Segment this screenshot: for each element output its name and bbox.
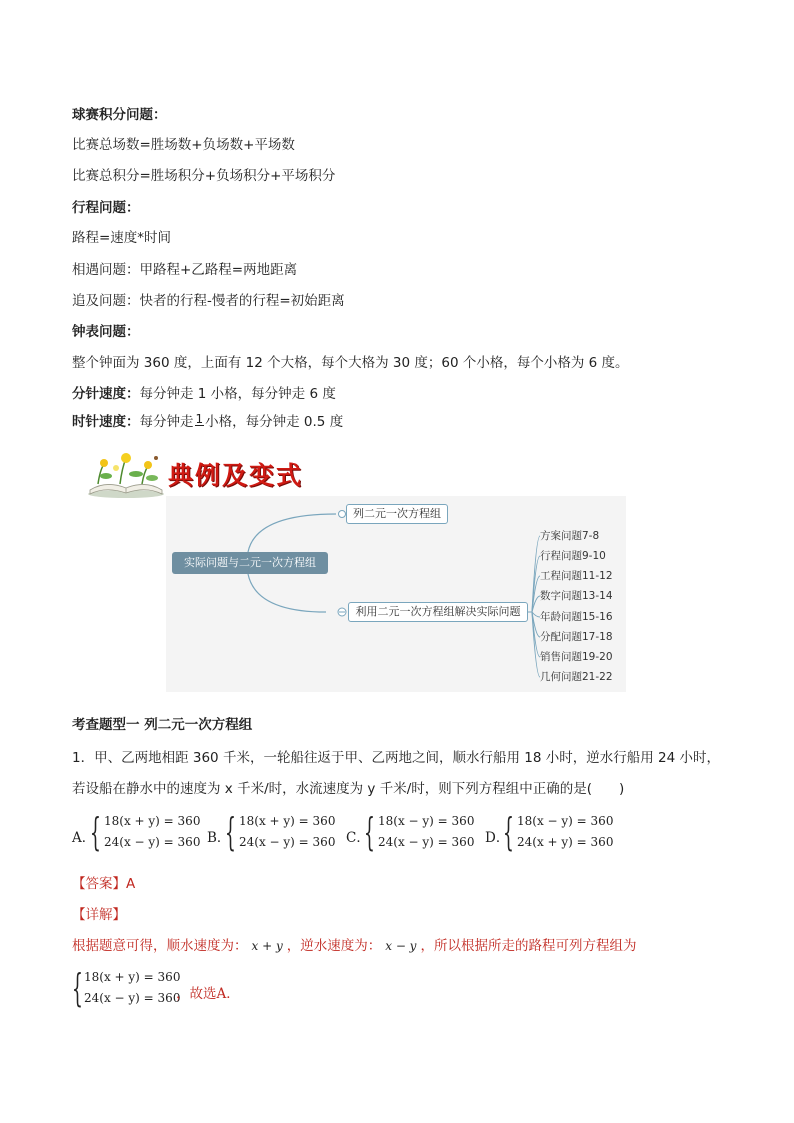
travel-line-2: 相遇问题：甲路程+乙路程=两地距离 <box>72 262 298 278</box>
ball-heading: 球赛积分问题： <box>72 107 167 123</box>
mind-map-leaf: 几何问题21-22 <box>540 671 613 683</box>
option-letter: D． <box>485 830 510 846</box>
clock-line-1: 整个钟面为 360 度，上面有 12 个大格，每个大格为 30 度；60 个小格，每个小格为 6 度。 <box>72 355 629 371</box>
mind-map-branch-1: 列二元一次方程组 <box>346 504 448 524</box>
answer-eq-1: 18(x + y) = 360 <box>84 970 181 984</box>
mind-map-leaf: 工程问题11-12 <box>540 570 613 582</box>
answer-eq-2: 24(x − y) = 360 <box>84 991 181 1005</box>
mind-map-leaf: 数字问题13-14 <box>540 590 613 602</box>
expression-2: x − y <box>385 939 417 953</box>
option-eq-1: 18(x − y) = 360 <box>378 814 475 828</box>
option-letter: B． <box>207 830 231 846</box>
answer-label: 【答案】A <box>72 876 136 892</box>
open-book-flowers-icon <box>86 450 166 498</box>
ball-line-1: 比赛总场数=胜场数+负场数+平场数 <box>72 137 295 153</box>
option-c[interactable] <box>346 812 476 852</box>
section-banner <box>86 450 326 498</box>
option-letter: C． <box>346 830 370 846</box>
travel-line-3: 追及问题：快者的行程-慢者的行程=初始距离 <box>72 293 345 309</box>
minute-speed-line <box>72 382 336 402</box>
brace-icon: { <box>364 810 375 854</box>
brace-icon: { <box>72 966 83 1010</box>
minute-speed-label: 分针速度： <box>72 386 140 402</box>
mind-map-leaf: 分配问题17-18 <box>540 631 613 643</box>
hour-speed-label: 时针速度： <box>72 414 140 430</box>
travel-heading: 行程问题： <box>72 200 140 216</box>
explanation-b: ，逆水速度为： <box>286 938 382 954</box>
brace-icon: { <box>225 810 236 854</box>
explanation-line <box>72 934 636 954</box>
question-type-heading: 考查题型一 列二元一次方程组 <box>72 717 253 733</box>
detail-label: 【详解】 <box>72 907 126 923</box>
ball-line-2: 比赛总积分=胜场积分+负场积分+平场积分 <box>72 168 336 184</box>
option-d[interactable] <box>485 812 615 852</box>
mind-map-leaf: 销售问题19-20 <box>540 651 613 663</box>
option-eq-2: 24(x − y) = 360 <box>239 835 336 849</box>
option-letter: A． <box>72 830 96 846</box>
mind-map-leaf: 方案问题7-8 <box>540 530 600 542</box>
fraction-denominator <box>195 426 205 431</box>
mind-map-leaf: 年龄问题15-16 <box>540 611 613 623</box>
clock-heading: 钟表问题： <box>72 324 140 340</box>
brace-icon: { <box>503 810 514 854</box>
mind-map-leaf: 行程问题9-10 <box>540 550 606 562</box>
minute-speed-text: 每分钟走 1 小格，每分钟走 6 度 <box>139 386 336 402</box>
fraction-numerator: 1 <box>195 411 204 426</box>
answer-system <box>72 968 272 1008</box>
explanation-c: ，所以根据所走的路程可列方程组为 <box>420 938 637 954</box>
banner-title: 典例及变式 <box>168 461 304 490</box>
mind-map <box>166 496 626 692</box>
hour-speed-text-b: 小格，每分钟走 0.5 度 <box>205 414 344 430</box>
brace-icon: { <box>90 810 101 854</box>
mind-map-root: 实际问题与二元一次方程组 <box>172 552 328 574</box>
hour-speed-line <box>72 410 343 431</box>
option-eq-2: 24(x + y) = 360 <box>517 835 614 849</box>
fraction <box>195 411 205 431</box>
option-eq-1: 18(x + y) = 360 <box>104 814 201 828</box>
option-b[interactable] <box>207 812 337 852</box>
expression-1: x + y <box>251 939 283 953</box>
option-eq-1: 18(x − y) = 360 <box>517 814 614 828</box>
option-eq-2: 24(x − y) = 360 <box>378 835 475 849</box>
hour-speed-text-a: 每分钟走 <box>139 414 194 430</box>
option-a[interactable] <box>72 812 202 852</box>
question-line-1: 1．甲、乙两地相距 360 千米，一轮船往返于甲、乙两地之间，顺水行船用 18 小时，逆水行船用 24 小时， <box>72 750 720 766</box>
option-eq-1: 18(x + y) = 360 <box>239 814 336 828</box>
travel-line-1: 路程=速度*时间 <box>72 230 172 246</box>
explanation-a: 根据题意可得，顺水速度为： <box>72 938 248 954</box>
option-eq-2: 24(x − y) = 360 <box>104 835 201 849</box>
question-line-2: 若设船在静水中的速度为 x 千米/时，水流速度为 y 千米/时，则下列方程组中正确的是( ) <box>72 781 625 797</box>
answer-conclusion: ，故选A． <box>176 986 240 1002</box>
mind-map-branch-2: 利用二元一次方程组解决实际问题 <box>348 602 528 622</box>
